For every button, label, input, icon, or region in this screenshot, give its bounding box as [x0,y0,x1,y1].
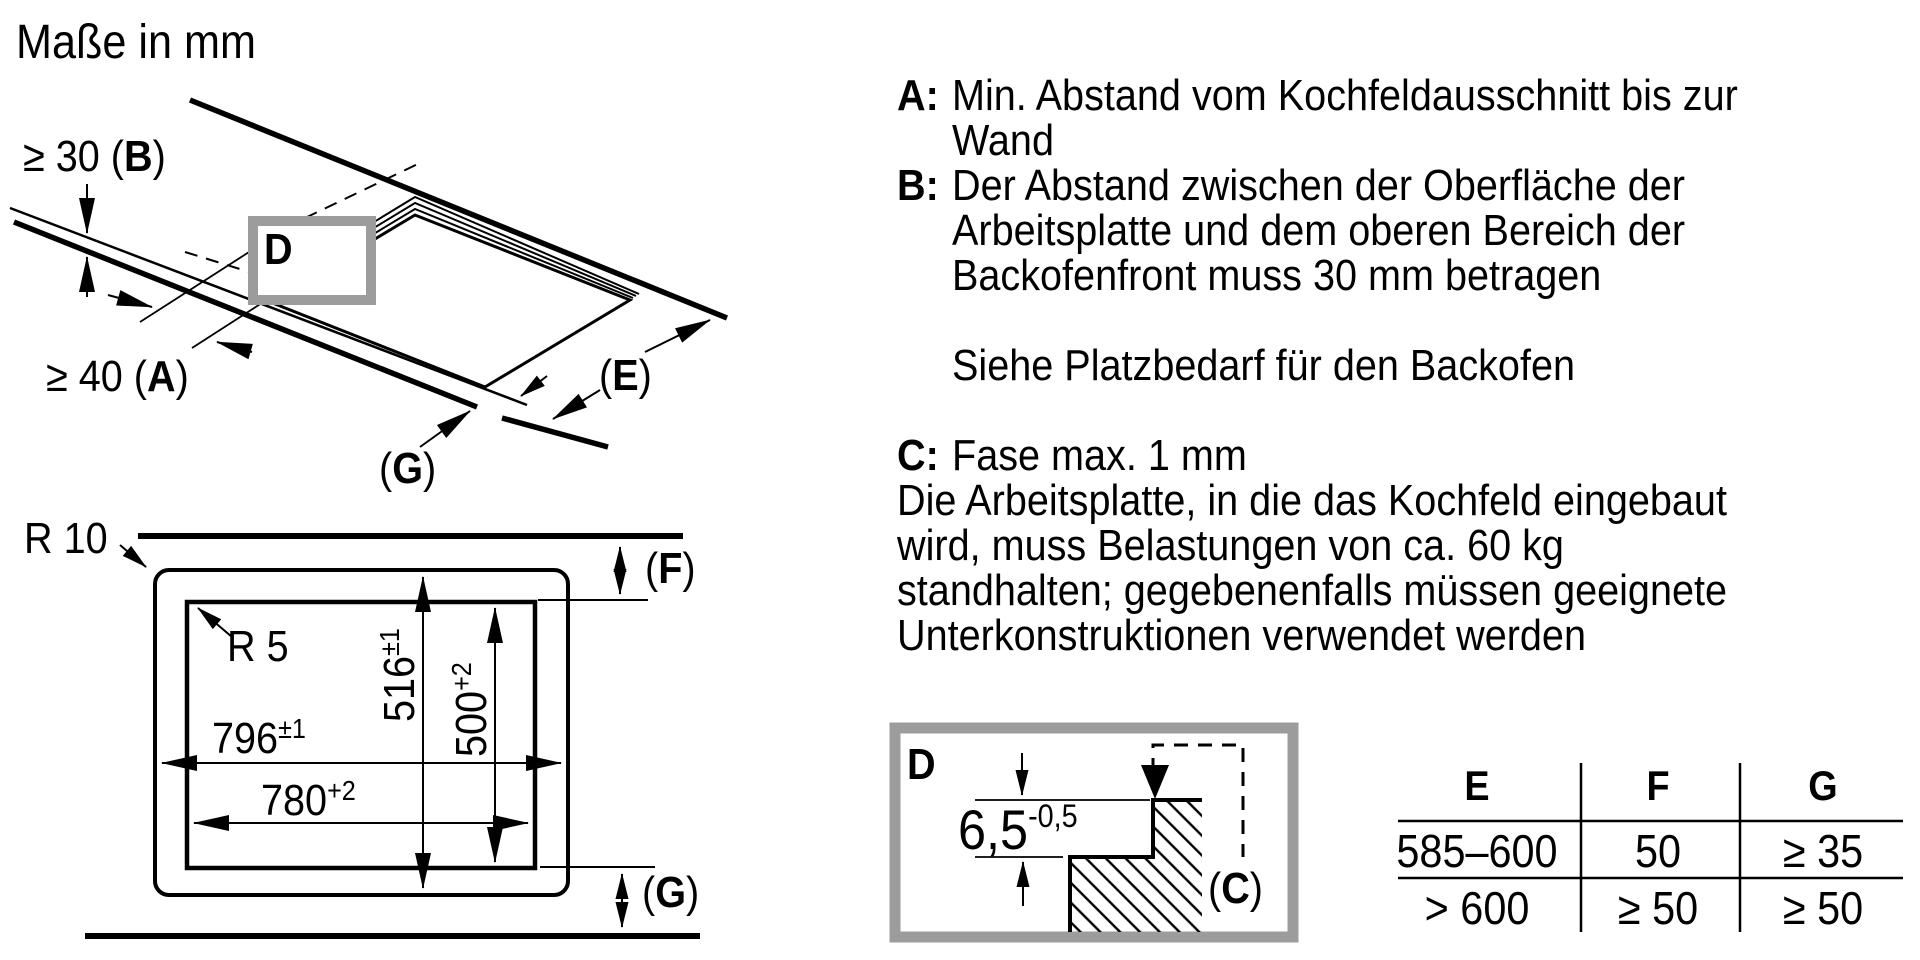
table-header-e: E [1464,762,1490,809]
detail-marker-d-iso: D [264,225,293,274]
dim-780: $780^{+2}$ [261,775,356,825]
note-line: wird, muss Belastungen von ca. 60 kg [897,521,1564,570]
radius-outer-label: R 10 [24,514,108,563]
table-cell: > 600 [1424,882,1530,934]
radius-inner-label: R 5 [227,622,289,671]
dim-label-g-top: (G) [642,868,700,917]
dim-label-a: ≥ 40 (A) [46,352,189,401]
dim-label-e: (E) [599,351,652,400]
dim-516: $516^{\pm 1}$ [374,628,424,722]
note-line: Unterkonstruktionen verwendet werden [897,611,1586,660]
note-line: Min. Abstand vom Kochfeldausschnitt bis zur [952,71,1738,120]
dim-label-f: (F) [645,544,696,593]
table-cell: 50 [1634,825,1682,877]
note-label: C: [897,431,939,480]
dim-6-5: $6,5^{-0,5}$ [958,798,1078,861]
table-header-g: G [1808,762,1838,809]
table-cell: 585–600 [1396,825,1558,877]
dim-label-b: ≥ 30 (B) [23,132,166,181]
note-line: Backofenfront muss 30 mm betragen [952,251,1602,300]
dim-label-g-iso: (G) [379,444,437,493]
table-cell: ≥ 50 [1782,882,1864,934]
note-line: Der Abstand zwischen der Oberfläche der [952,161,1685,210]
note-label: B: [897,161,939,210]
page-title: Maße in mm [16,16,257,69]
note-line: Wand [952,116,1054,165]
table-cell: ≥ 35 [1782,825,1864,877]
dim-500: $500^{+2}$ [446,662,496,757]
detail-marker-d: D [907,740,936,789]
top-view [85,536,700,936]
note-line: Arbeitsplatte und dem oberen Bereich der [952,206,1686,255]
table-header-f: F [1646,762,1670,809]
note-line: Die Arbeitsplatte, in die das Kochfeld eingebaut [897,476,1727,525]
dim-label-c: (C) [1208,864,1263,913]
note-line: standhalten; gegebenenfalls müssen geeignete [897,566,1728,615]
note-label: A: [897,71,939,120]
note-line: Siehe Platzbedarf für den Backofen [952,341,1576,390]
note-line: Fase max. 1 mm [952,431,1247,480]
dim-796: $796^{\pm 1}$ [212,713,306,763]
table-cell: ≥ 50 [1617,882,1699,934]
